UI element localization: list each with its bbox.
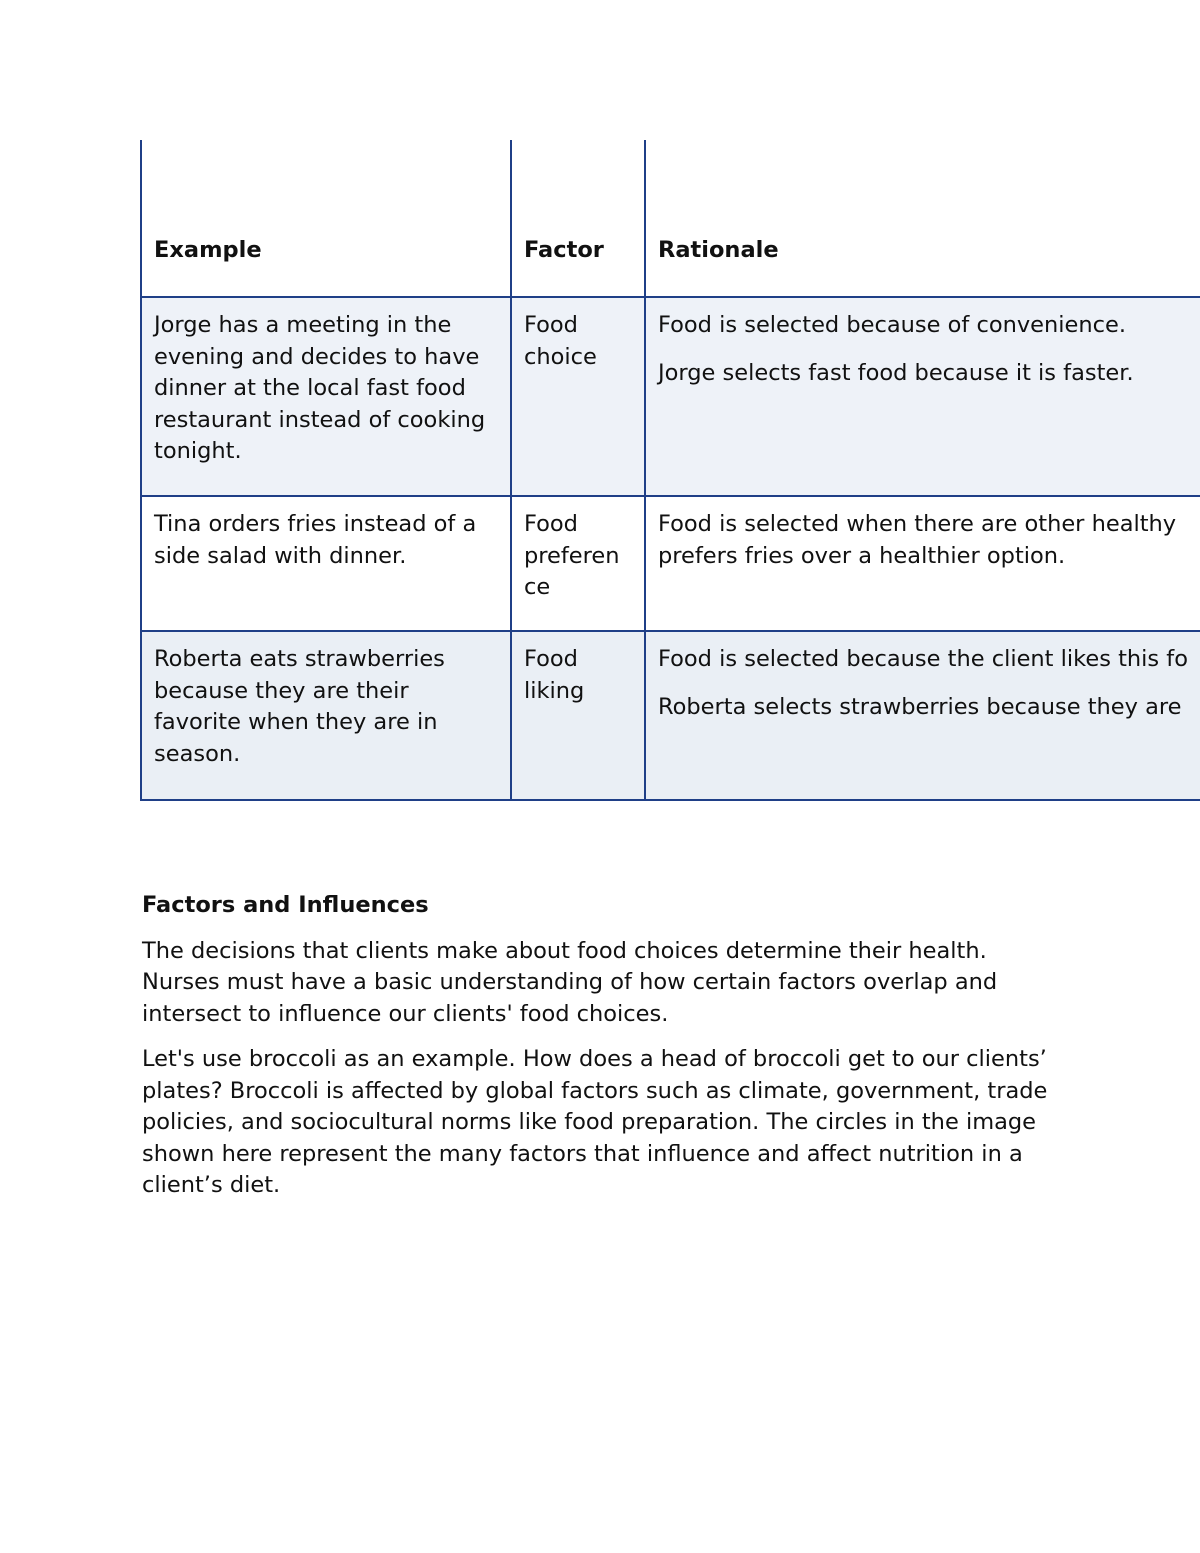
header-example: Example — [142, 140, 512, 296]
rationale-line: Jorge selects fast food because it is faster. — [658, 359, 1134, 386]
example-cell: Tina orders fries instead of a side salad with dinner. — [142, 497, 512, 630]
example-cell: Jorge has a meeting in the evening and decides to have dinner at the local fast food restaurant instead of cooking tonight. — [142, 298, 512, 495]
rationale-line: Food is selected when there are other healthy — [658, 511, 1177, 537]
table-row — [142, 632, 1200, 799]
example-cell: Roberta eats strawberries because they are their favorite when they are in season. — [142, 632, 512, 799]
section-heading: Factors and Influences — [142, 892, 429, 918]
section-paragraph: The decisions that clients make about food choices determine their health. Nurses must have a basic understanding of how certain factors overlap and intersect to influence our clients' food choices. — [142, 937, 998, 1027]
factors-table — [140, 140, 1200, 801]
rationale-line: Roberta selects strawberries because they are — [658, 693, 1182, 720]
factor-cell: Food choice — [512, 298, 646, 495]
rationale-cell — [646, 298, 1200, 495]
table-header-row — [142, 140, 1200, 298]
header-rationale: Rationale — [646, 140, 1200, 296]
rationale-line: Food is selected because the client likes this fo — [658, 646, 1188, 672]
rationale-cell — [646, 497, 1200, 630]
factors-section — [142, 890, 1062, 1216]
factor-cell: Food preferen ce — [512, 497, 646, 630]
table-row — [142, 298, 1200, 497]
header-factor: Factor — [512, 140, 646, 296]
rationale-line: prefers fries over a healthier option. — [658, 542, 1066, 569]
rationale-cell — [646, 632, 1200, 799]
table-row — [142, 497, 1200, 632]
section-paragraph: Let's use broccoli as an example. How does a head of broccoli get to our clients’ plates? Broccoli is affected by global factors such as climate, government, trade policies, and sociocultural norms like food preparation. The circles in the image shown here represent the many factors that influence and affect nutrition in a client’s diet. — [142, 1046, 1048, 1198]
factor-cell: Food liking — [512, 632, 646, 799]
rationale-line: Food is selected because of convenience. — [658, 312, 1126, 338]
